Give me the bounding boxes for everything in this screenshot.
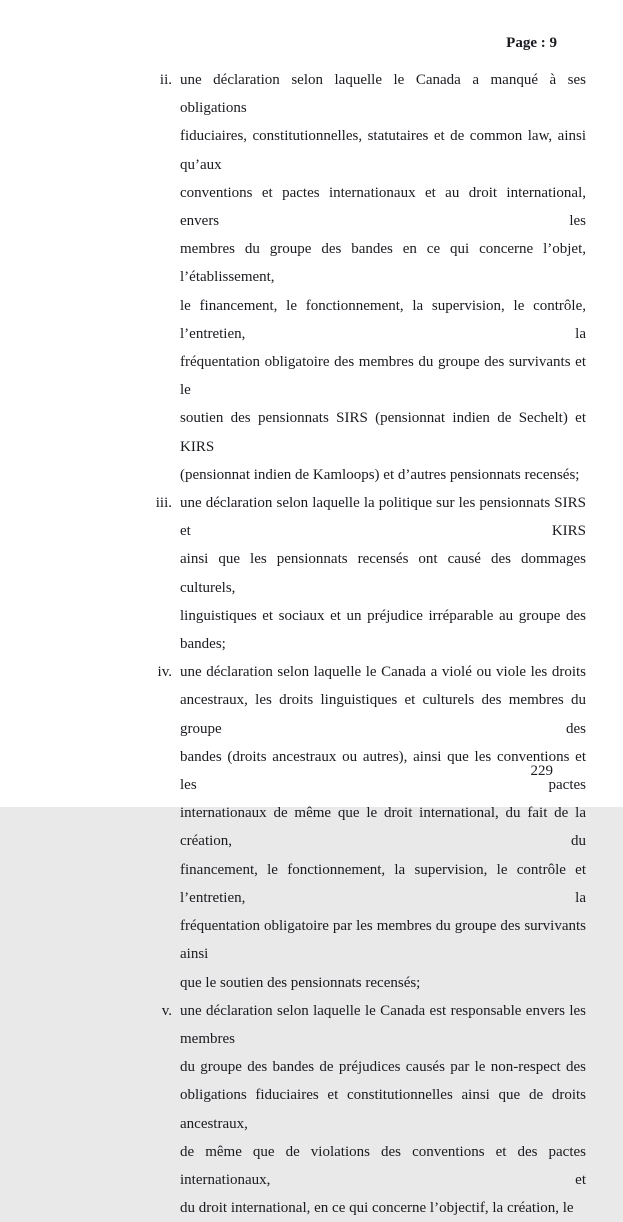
text-line: ancestraux, les droits linguistiques et culturels des membres du groupe des — [180, 692, 586, 737]
text-line: du droit international, en ce qui concerne l’objectif, la création, le — [180, 1200, 574, 1217]
list-item-text — [180, 997, 586, 1222]
text-line: obligations fiduciaires et constitutionnelles ainsi que de droits ancestraux, — [180, 1087, 586, 1132]
text-line: (pensionnat indien de Kamloops) et d’autres pensionnats recensés; — [180, 466, 580, 483]
text-line: fréquentation obligatoire des membres du groupe des survivants et le — [180, 354, 586, 399]
text-line: fréquentation obligatoire par les membres du groupe des survivants ainsi — [180, 918, 586, 963]
text-line: soutien des pensionnats SIRS (pensionnat indien de Sechelt) et KIRS — [180, 410, 586, 455]
list-item-text — [180, 66, 586, 489]
list-item-ii — [0, 66, 586, 489]
text-line: linguistiques et sociaux et un préjudice irréparable au groupe des bandes; — [180, 607, 586, 653]
text-line: fiduciaires, constitutionnelles, statutaires et de common law, ainsi qu’aux — [180, 128, 586, 173]
list-item-marker: iv. — [157, 664, 172, 681]
list-item-text — [180, 489, 586, 658]
claims-list — [0, 66, 586, 1222]
page-number: 229 — [530, 763, 553, 779]
text-line: une déclaration selon laquelle le Canada est responsable envers les membres — [180, 1002, 586, 1047]
text-line: bandes (droits ancestraux ou autres), ainsi que les conventions et les pactes — [180, 748, 586, 794]
text-line: financement, le fonctionnement, la supervision, le contrôle et l’entretien, la — [180, 861, 586, 906]
text-line: du groupe des bandes de préjudices causés par le non-respect des — [180, 1059, 586, 1076]
text-line: une déclaration selon laquelle le Canada a violé ou viole les droits — [180, 664, 586, 681]
list-item-text — [180, 658, 586, 996]
text-line: une déclaration selon laquelle la politique sur les pensionnats SIRS et KIRS — [180, 495, 586, 540]
text-line: de même que de violations des conventions et des pactes internationaux, et — [180, 1143, 586, 1188]
page-header-label: Page : 9 — [506, 35, 557, 51]
text-line: ainsi que les pensionnats recensés ont causé des dommages culturels, — [180, 551, 586, 596]
list-item-marker: iii. — [155, 495, 172, 512]
text-line: internationaux de même que le droit international, du fait de la création, du — [180, 805, 586, 850]
text-line: membres du groupe des bandes en ce qui concerne l’objet, l’établissement, — [180, 241, 586, 286]
text-line: le financement, le fonctionnement, la supervision, le contrôle, l’entretien, la — [180, 297, 586, 342]
list-item-iii — [0, 489, 586, 658]
list-item-marker: ii. — [159, 72, 172, 88]
list-item-marker: v. — [161, 1002, 172, 1019]
text-line: que le soutien des pensionnats recensés; — [180, 974, 421, 991]
list-item-iv — [0, 658, 586, 996]
text-line: une déclaration selon laquelle le Canada a manqué à ses obligations — [180, 72, 586, 117]
list-item-v — [0, 997, 586, 1222]
text-line: conventions et pactes internationaux et au droit international, envers les — [180, 184, 586, 230]
